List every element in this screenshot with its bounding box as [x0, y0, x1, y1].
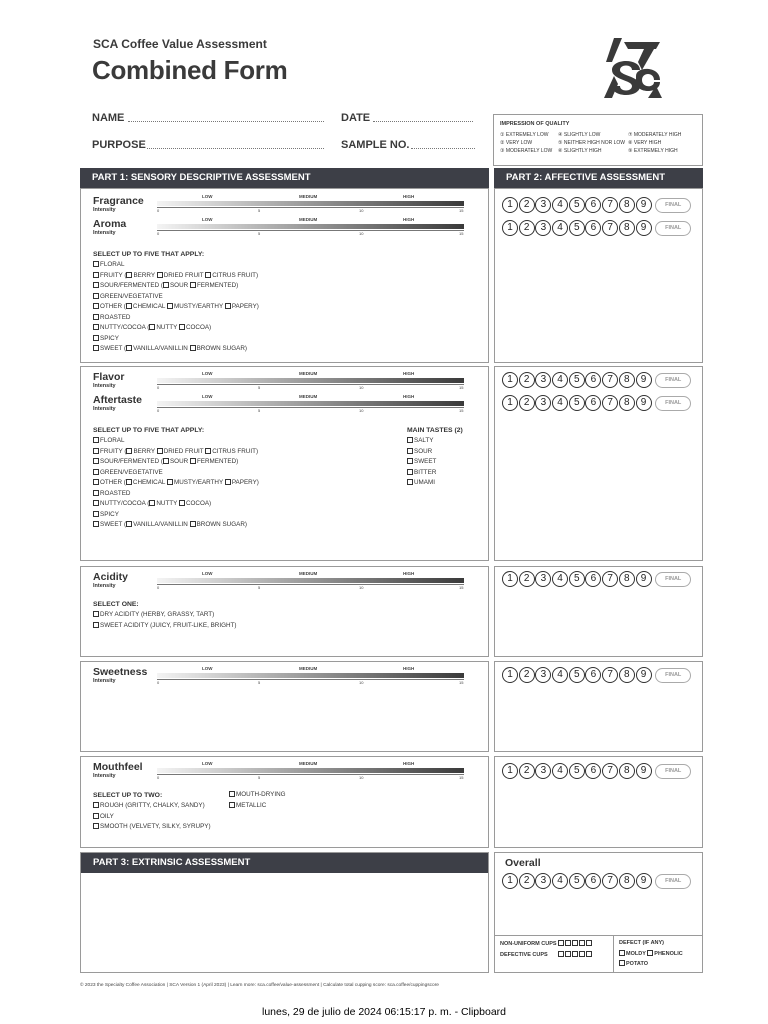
cocoa-checkbox[interactable] — [179, 324, 185, 330]
score-circle[interactable]: 8 — [619, 372, 635, 388]
score-circle[interactable]: 7 — [602, 571, 618, 587]
sca-logo-icon — [600, 36, 666, 102]
potato-checkbox[interactable] — [619, 960, 625, 966]
umami-checkbox[interactable] — [407, 479, 413, 485]
sour-fermented-checkbox[interactable] — [93, 282, 99, 288]
part2-header: PART 2: AFFECTIVE ASSESSMENT — [494, 168, 703, 188]
vanilla-checkbox[interactable] — [126, 345, 132, 351]
sweet-taste-checkbox[interactable] — [407, 458, 413, 464]
fragrance-title: Fragrance — [93, 195, 144, 207]
score-circle[interactable]: 8 — [619, 571, 635, 587]
floral-checkbox[interactable] — [93, 437, 99, 443]
form-subtitle: SCA Coffee Value Assessment — [93, 37, 267, 51]
citrus-fruit-checkbox[interactable] — [205, 448, 211, 454]
fragrance-aroma-panel — [80, 188, 489, 363]
aroma-intensity-scale[interactable]: LOW MEDIUM HIGH 0 5 10 15 — [157, 217, 464, 236]
score-circle[interactable]: 9 — [636, 571, 652, 587]
score-circle[interactable]: 3 — [535, 667, 551, 683]
oily-checkbox[interactable] — [93, 813, 99, 819]
score-circle[interactable]: 4 — [552, 667, 568, 683]
iq-item: ① EXTREMELY LOW — [500, 132, 549, 138]
nutty-checkbox[interactable] — [149, 500, 155, 506]
score-circle[interactable]: 2 — [519, 220, 535, 236]
final-score-field[interactable]: FINAL — [655, 764, 691, 779]
acidity-intensity-label: Intensity — [93, 583, 116, 589]
final-score-field[interactable]: FINAL — [655, 198, 691, 213]
dried-fruit-checkbox[interactable] — [157, 448, 163, 454]
sweetness-title: Sweetness — [93, 666, 148, 678]
score-circle[interactable]: 1 — [502, 220, 518, 236]
musty-earthy-checkbox[interactable] — [167, 303, 173, 309]
score-circle[interactable]: 3 — [535, 571, 551, 587]
score-circle[interactable]: 6 — [585, 763, 601, 779]
nutty-checkbox[interactable] — [149, 324, 155, 330]
mouthfeel-intensity-label: Intensity — [93, 773, 116, 779]
score-circle[interactable]: 6 — [585, 197, 601, 213]
fermented-checkbox[interactable] — [190, 458, 196, 464]
score-circle[interactable]: 4 — [552, 372, 568, 388]
score-circle[interactable]: 1 — [502, 873, 518, 889]
score-circle[interactable]: 3 — [535, 220, 551, 236]
mouthfeel-options: SELECT UP TO TWO: ROUGH (GRITTY, CHALKY, SANDY) OILY SMOOTH (VELVETY, SILKY, SYRUPY) — [93, 792, 211, 830]
sweet-checkbox[interactable] — [93, 521, 99, 527]
overall-panel — [494, 852, 703, 973]
impression-title: IMPRESSION OF QUALITY — [500, 121, 570, 127]
iq-item: ⑥ SLIGHTLY HIGH — [558, 148, 602, 154]
iq-item: ② VERY LOW — [500, 140, 533, 146]
score-circle[interactable]: 7 — [602, 395, 618, 411]
iq-item: ③ MODERATELY LOW — [500, 148, 553, 154]
score-circle[interactable]: 7 — [602, 873, 618, 889]
defect-options-2: POTATO — [619, 959, 648, 970]
score-circle[interactable]: 6 — [585, 667, 601, 683]
score-circle[interactable]: 5 — [569, 667, 585, 683]
mouthfeel-title: Mouthfeel — [93, 761, 143, 773]
fragrance-descriptors: SELECT UP TO FIVE THAT APPLY: FLORAL FRUITY ( BERRY DRIED FRUIT CITRUS FRUIT) SOUR/FERMENTED ( SOUR FERMENTED) GREEN/VEGETATIVE OTHER ( CHEMICAL MUSTY/EARTHY PAPERY) ROASTED NUTTY/COCOA ( NUTTY COCOA) SPICY SWEET ( VANILLA/VANILLIN BROWN SUGAR) — [93, 251, 259, 352]
score-circle[interactable]: 8 — [619, 667, 635, 683]
sour-checkbox[interactable] — [163, 282, 169, 288]
final-score-field[interactable]: FINAL — [655, 221, 691, 236]
acidity-panel — [80, 566, 489, 657]
chemical-checkbox[interactable] — [126, 479, 132, 485]
final-score-field[interactable]: FINAL — [655, 373, 691, 388]
sour-fermented-checkbox[interactable] — [93, 458, 99, 464]
fragrance-score-row — [502, 197, 691, 213]
score-circle[interactable]: 9 — [636, 763, 652, 779]
score-circle[interactable]: 7 — [602, 220, 618, 236]
score-circle[interactable]: 3 — [535, 873, 551, 889]
cup-checkbox[interactable] — [565, 951, 571, 957]
papery-checkbox[interactable] — [225, 479, 231, 485]
moldy-checkbox[interactable] — [619, 950, 625, 956]
score-circle[interactable]: 2 — [519, 571, 535, 587]
score-circle[interactable]: 9 — [636, 372, 652, 388]
cup-checkbox[interactable] — [558, 940, 564, 946]
score-circle[interactable]: 5 — [569, 372, 585, 388]
sweetness-intensity-label: Intensity — [93, 678, 116, 684]
dried-fruit-checkbox[interactable] — [157, 272, 163, 278]
nutty-cocoa-checkbox[interactable] — [93, 500, 99, 506]
overall-title: Overall — [505, 857, 541, 869]
non-uniform-cups: NON-UNIFORM CUPS — [500, 939, 593, 950]
iq-item: ⑨ EXTREMELY HIGH — [628, 148, 678, 154]
brown-sugar-checkbox[interactable] — [190, 345, 196, 351]
sour-checkbox[interactable] — [163, 458, 169, 464]
sweetness-intensity-scale[interactable]: LOW MEDIUM HIGH 0 5 10 15 — [157, 666, 464, 685]
berry-checkbox[interactable] — [126, 272, 132, 278]
extrinsic-panel — [80, 852, 489, 973]
scale-medium: MEDIUM — [299, 194, 318, 199]
brown-sugar-checkbox[interactable] — [190, 521, 196, 527]
flavor-descriptors: SELECT UP TO FIVE THAT APPLY: FLORAL FRUITY ( BERRY DRIED FRUIT CITRUS FRUIT) SOUR/FERMENTED ( SOUR FERMENTED) GREEN/VEGETATIVE OTHER ( CHEMICAL MUSTY/EARTHY PAPERY) ROASTED NUTTY/COCOA ( NUTTY COCOA) SPICY SWEET ( VANILLA/VANILLIN BROWN SUGAR) — [93, 427, 259, 528]
sweetness-panel — [80, 661, 489, 752]
score-circle[interactable]: 8 — [619, 873, 635, 889]
fragrance-aroma-score-panel — [494, 188, 703, 363]
cup-checkbox[interactable] — [586, 951, 592, 957]
score-circle[interactable]: 4 — [552, 571, 568, 587]
sweet-checkbox[interactable] — [93, 345, 99, 351]
acidity-intensity-scale[interactable]: LOW MEDIUM HIGH 0 5 10 15 — [157, 571, 464, 590]
score-circle[interactable]: 6 — [585, 873, 601, 889]
rough-checkbox[interactable] — [93, 802, 99, 808]
aftertaste-score-row — [502, 395, 691, 411]
iq-item: ⑦ MODERATELY HIGH — [628, 132, 682, 138]
spicy-checkbox[interactable] — [93, 511, 99, 517]
score-circle[interactable]: 6 — [585, 220, 601, 236]
mouthfeel-intensity-scale[interactable]: LOW MEDIUM HIGH 0 5 10 15 — [157, 761, 464, 780]
salty-checkbox[interactable] — [407, 437, 413, 443]
score-circle[interactable]: 5 — [569, 197, 585, 213]
score-circle[interactable]: 8 — [619, 220, 635, 236]
defect-title: DEFECT (IF ANY) — [619, 940, 665, 946]
score-circle[interactable]: 4 — [552, 197, 568, 213]
phenolic-checkbox[interactable] — [647, 950, 653, 956]
flavor-intensity-label: Intensity — [93, 383, 116, 389]
metallic-checkbox[interactable] — [229, 802, 235, 808]
cup-checkbox[interactable] — [579, 951, 585, 957]
score-circle[interactable]: 9 — [636, 197, 652, 213]
aftertaste-intensity-label: Intensity — [93, 406, 116, 412]
date-field[interactable] — [373, 114, 473, 122]
acidity-title: Acidity — [93, 571, 129, 583]
aftertaste-intensity-scale[interactable]: LOW MEDIUM HIGH 0 5 10 15 — [157, 394, 464, 413]
aroma-score-row — [502, 220, 691, 236]
score-circle[interactable]: 9 — [636, 873, 652, 889]
score-circle[interactable]: 7 — [602, 372, 618, 388]
score-circle[interactable]: 2 — [519, 873, 535, 889]
score-circle[interactable]: 2 — [519, 372, 535, 388]
purpose-field[interactable] — [147, 141, 324, 149]
chemical-checkbox[interactable] — [126, 303, 132, 309]
flavor-title: Flavor — [93, 371, 125, 383]
sour-taste-checkbox[interactable] — [407, 448, 413, 454]
part1-header: PART 1: SENSORY DESCRIPTIVE ASSESSMENT — [80, 168, 489, 188]
green-vegetative-checkbox[interactable] — [93, 469, 99, 475]
cup-checkbox[interactable] — [579, 940, 585, 946]
acidity-score-row — [502, 571, 691, 587]
name-label: NAME — [92, 112, 125, 124]
sample-no-label: SAMPLE NO. — [341, 139, 410, 151]
mouthfeel-score-row — [502, 763, 691, 779]
score-circle[interactable]: 1 — [502, 667, 518, 683]
score-circle[interactable]: 7 — [602, 763, 618, 779]
final-score-field[interactable]: FINAL — [655, 668, 691, 683]
cup-checkbox[interactable] — [586, 940, 592, 946]
score-circle[interactable]: 9 — [636, 667, 652, 683]
papery-checkbox[interactable] — [225, 303, 231, 309]
iq-item: ⑤ NEITHER HIGH NOR LOW — [558, 140, 625, 146]
musty-earthy-checkbox[interactable] — [167, 479, 173, 485]
cup-checkbox[interactable] — [572, 940, 578, 946]
score-circle[interactable]: 5 — [569, 763, 585, 779]
score-circle[interactable]: 1 — [502, 571, 518, 587]
smooth-checkbox[interactable] — [93, 823, 99, 829]
score-circle[interactable]: 1 — [502, 372, 518, 388]
flavor-score-row — [502, 372, 691, 388]
score-circle[interactable]: 2 — [519, 197, 535, 213]
footer-text: © 2023 the Specialty Coffee Association | SCA Version 1 (April 2023) | Learn more: sca.coffee/value-assessment | Calculate total cupping score: sca.coffee/cuppingscore — [80, 983, 439, 988]
berry-checkbox[interactable] — [126, 448, 132, 454]
floral-checkbox[interactable] — [93, 261, 99, 267]
final-score-field[interactable]: FINAL — [655, 396, 691, 411]
green-vegetative-checkbox[interactable] — [93, 293, 99, 299]
mouthfeel-panel — [80, 756, 489, 848]
score-circle[interactable]: 2 — [519, 763, 535, 779]
bitter-checkbox[interactable] — [407, 469, 413, 475]
name-field[interactable] — [128, 114, 324, 122]
score-circle[interactable]: 6 — [585, 571, 601, 587]
acidity-options: SELECT ONE: DRY ACIDITY (HERBY, GRASSY, TART) SWEET ACIDITY (JUICY, FRUIT-LIKE, BRIGHT) — [93, 601, 237, 629]
score-circle[interactable]: 4 — [552, 873, 568, 889]
score-circle[interactable]: 4 — [552, 220, 568, 236]
dry-acidity-checkbox[interactable] — [93, 611, 99, 617]
score-circle[interactable]: 9 — [636, 220, 652, 236]
spicy-checkbox[interactable] — [93, 335, 99, 341]
vanilla-checkbox[interactable] — [126, 521, 132, 527]
fragrance-intensity-scale[interactable]: LOW MEDIUM HIGH 0 5 10 15 — [157, 194, 464, 213]
final-score-field[interactable]: FINAL — [655, 572, 691, 587]
fruity-checkbox[interactable] — [93, 448, 99, 454]
cocoa-checkbox[interactable] — [179, 500, 185, 506]
scale-high: HIGH — [403, 194, 415, 199]
purpose-label: PURPOSE — [92, 139, 146, 151]
form-title: Combined Form — [92, 55, 288, 85]
nutty-cocoa-checkbox[interactable] — [93, 324, 99, 330]
citrus-fruit-checkbox[interactable] — [205, 272, 211, 278]
score-circle[interactable]: 3 — [535, 763, 551, 779]
score-circle[interactable]: 1 — [502, 763, 518, 779]
cup-checkbox[interactable] — [565, 940, 571, 946]
score-circle[interactable]: 2 — [519, 667, 535, 683]
score-circle[interactable]: 8 — [619, 197, 635, 213]
score-circle[interactable]: 1 — [502, 197, 518, 213]
score-circle[interactable]: 1 — [502, 395, 518, 411]
descriptor-instruction: SELECT UP TO FIVE THAT APPLY: — [93, 251, 205, 258]
score-circle[interactable]: 8 — [619, 395, 635, 411]
fruity-checkbox[interactable] — [93, 272, 99, 278]
other-checkbox[interactable] — [93, 479, 99, 485]
date-label: DATE — [341, 112, 371, 124]
score-circle[interactable]: 6 — [585, 395, 601, 411]
mouthfeel-options-2: MOUTH-DRYING METALLIC — [229, 790, 286, 811]
scale-low: LOW — [202, 194, 213, 199]
aftertaste-title: Aftertaste — [93, 394, 143, 406]
aroma-intensity-label: Intensity — [93, 230, 116, 236]
score-circle[interactable]: 2 — [519, 395, 535, 411]
aroma-title: Aroma — [93, 218, 127, 230]
score-circle[interactable]: 5 — [569, 873, 585, 889]
main-tastes-title: MAIN TASTES (2) — [407, 427, 463, 434]
cup-checkbox[interactable] — [572, 951, 578, 957]
other-checkbox[interactable] — [93, 303, 99, 309]
score-circle[interactable]: 4 — [552, 763, 568, 779]
sample-no-field[interactable] — [411, 141, 475, 149]
score-circle[interactable]: 7 — [602, 197, 618, 213]
flavor-intensity-scale[interactable]: LOW MEDIUM HIGH 0 5 10 15 — [157, 371, 464, 390]
score-circle[interactable]: 9 — [636, 395, 652, 411]
clipboard-caption: lunes, 29 de julio de 2024 06:15:17 p. m. - Clipboard — [262, 1006, 506, 1018]
fermented-checkbox[interactable] — [190, 282, 196, 288]
score-circle[interactable]: 5 — [569, 395, 585, 411]
score-circle[interactable]: 4 — [552, 395, 568, 411]
score-circle[interactable]: 3 — [535, 372, 551, 388]
sweet-acidity-checkbox[interactable] — [93, 622, 99, 628]
score-circle[interactable]: 8 — [619, 763, 635, 779]
main-tastes: MAIN TASTES (2) SALTY SOUR SWEET BITTER UMAMI — [407, 427, 463, 486]
defective-cups: DEFECTIVE CUPS — [500, 950, 593, 961]
impression-of-quality-legend — [493, 114, 703, 166]
iq-item: ⑧ VERY HIGH — [628, 140, 662, 146]
cup-checkbox[interactable] — [558, 951, 564, 957]
score-circle[interactable]: 3 — [535, 395, 551, 411]
score-circle[interactable]: 6 — [585, 372, 601, 388]
roasted-checkbox[interactable] — [93, 490, 99, 496]
flavor-aftertaste-panel — [80, 366, 489, 561]
defect-options: MOLDY PHENOLIC — [619, 949, 683, 960]
roasted-checkbox[interactable] — [93, 314, 99, 320]
score-circle[interactable]: 3 — [535, 197, 551, 213]
sweetness-score-row — [502, 667, 691, 683]
score-circle[interactable]: 7 — [602, 667, 618, 683]
part3-header: PART 3: EXTRINSIC ASSESSMENT — [81, 853, 488, 873]
final-score-field[interactable]: FINAL — [655, 874, 691, 889]
mouth-drying-checkbox[interactable] — [229, 791, 235, 797]
overall-score-row — [502, 873, 691, 889]
score-circle[interactable]: 5 — [569, 571, 585, 587]
iq-item: ④ SLIGHTLY LOW — [558, 132, 601, 138]
score-circle[interactable]: 5 — [569, 220, 585, 236]
fragrance-intensity-label: Intensity — [93, 207, 116, 213]
